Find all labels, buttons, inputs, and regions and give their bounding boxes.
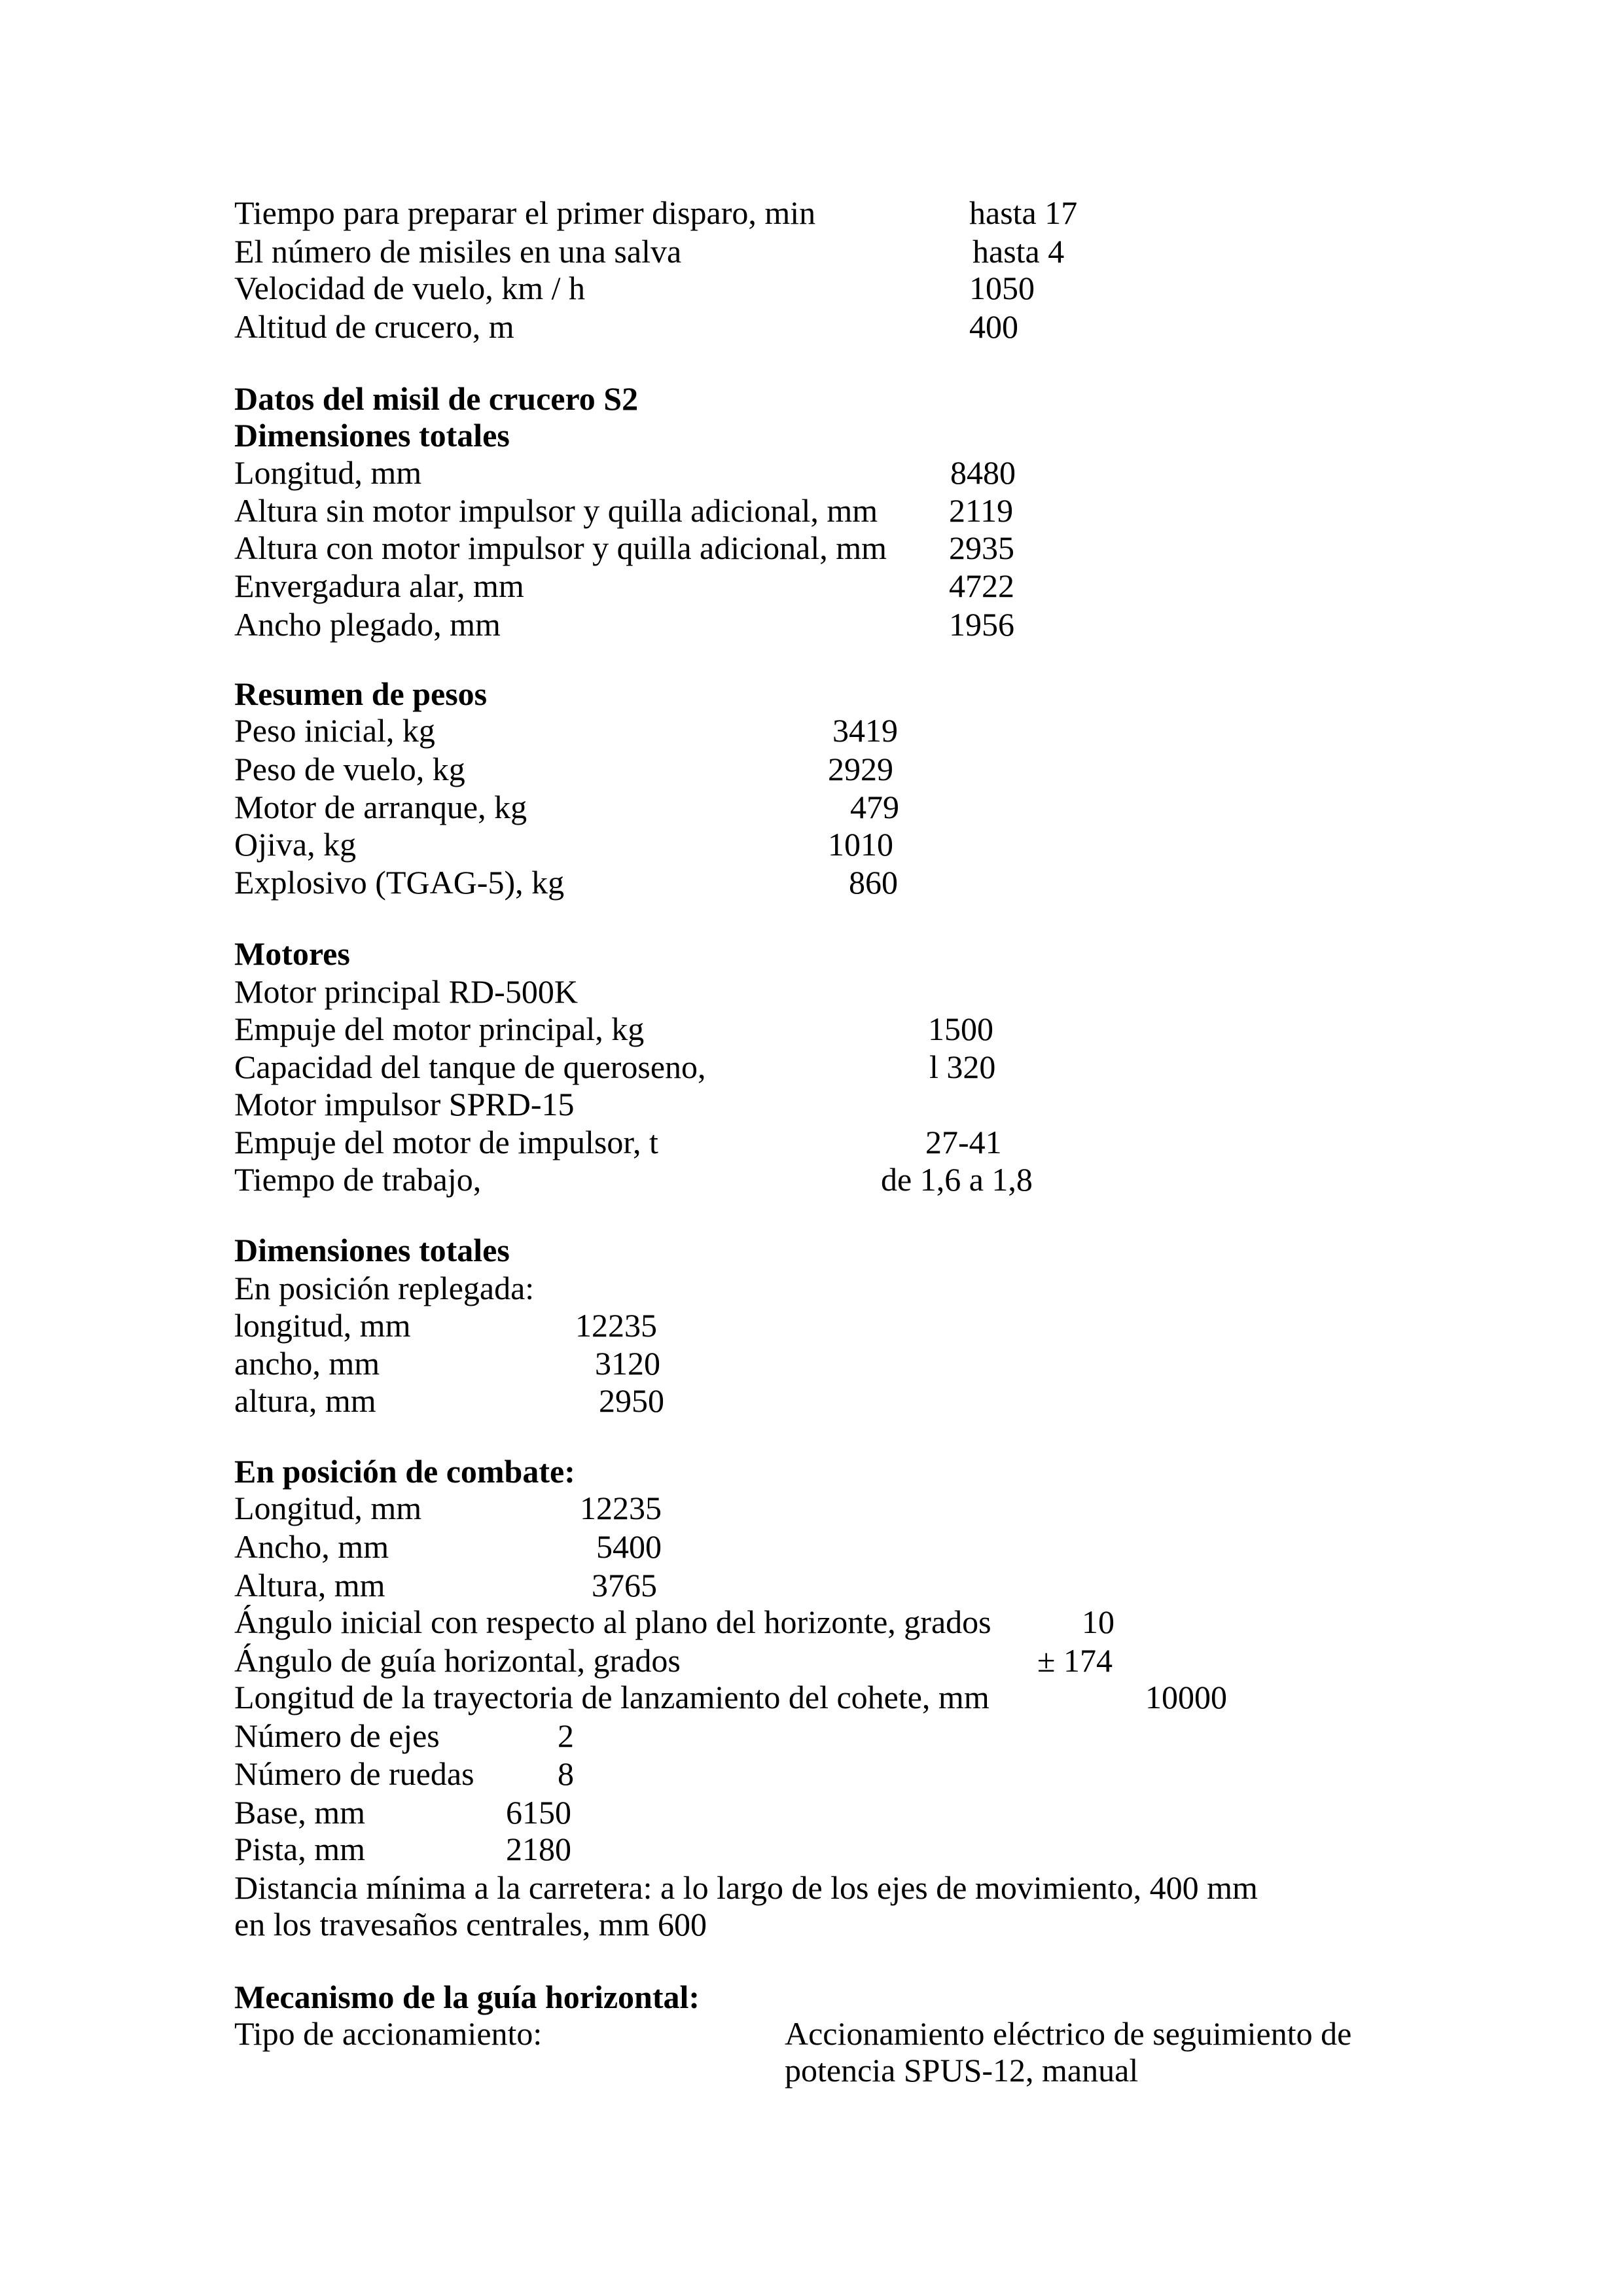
heading-text: Resumen de pesos <box>234 675 488 712</box>
spec-value: de 1,6 a 1,8 <box>881 1161 1033 1198</box>
spec-value: 27-41 <box>925 1124 1002 1160</box>
spec-label: ancho, mm <box>234 1345 380 1382</box>
spec-value: 10000 <box>1145 1679 1227 1715</box>
spec-value: 2119 <box>949 492 1014 529</box>
spec-row <box>0 307 1623 346</box>
spec-value: 2935 <box>949 529 1014 566</box>
spec-label: Tiempo para preparar el primer disparo, min <box>234 194 816 231</box>
spec-label: Velocidad de vuelo, km / h <box>234 270 585 306</box>
section-heading <box>0 1977 1623 2017</box>
spec-label: Altura con motor impulsor y quilla adicional, mm <box>234 529 887 566</box>
spec-value: hasta 17 <box>969 194 1078 231</box>
spec-row <box>0 1122 1623 1162</box>
spec-row <box>0 193 1623 232</box>
spec-value: 8480 <box>950 454 1016 491</box>
spec-label: Empuje del motor de impulsor, t <box>234 1124 658 1160</box>
spec-row <box>0 1829 1623 1869</box>
spec-row <box>0 1793 1623 1832</box>
spec-label: Altitud de crucero, m <box>234 308 514 345</box>
spec-row <box>0 825 1623 864</box>
spec-value: 12235 <box>575 1307 657 1344</box>
spec-row <box>0 232 1623 271</box>
spec-value: 1050 <box>969 270 1035 306</box>
spec-label: altura, mm <box>234 1382 376 1419</box>
spec-row <box>0 1047 1623 1086</box>
section-heading <box>0 379 1623 418</box>
spec-row <box>0 1677 1623 1717</box>
spec-label: Longitud, mm <box>234 454 422 491</box>
spec-label: Empuje del motor principal, kg <box>234 1011 645 1047</box>
spec-label: En posición replegada: <box>234 1270 535 1306</box>
spec-value: 8 <box>558 1755 574 1792</box>
spec-label: Peso inicial, kg <box>234 712 435 749</box>
spec-label: Número de ejes <box>234 1717 440 1754</box>
spec-value: 4722 <box>949 567 1014 604</box>
heading-text: Dimensiones totales <box>234 417 510 454</box>
spec-value: 2180 <box>506 1831 571 1867</box>
spec-row <box>0 2051 1623 2090</box>
spec-row <box>0 1381 1623 1420</box>
spec-row <box>0 1527 1623 1566</box>
spec-row <box>0 491 1623 530</box>
spec-value: ± 174 <box>1037 1642 1113 1679</box>
spec-label: Envergadura alar, mm <box>234 567 524 604</box>
spec-value: hasta 4 <box>972 233 1065 270</box>
spec-row <box>0 268 1623 308</box>
spec-label: Tipo de accionamiento: <box>234 2015 543 2052</box>
section-heading <box>0 674 1623 713</box>
spec-label: Altura sin motor impulsor y quilla adicional, mm <box>234 492 878 529</box>
spec-label: Explosivo (TGAG-5), kg <box>234 864 565 901</box>
spec-row <box>0 1905 1623 1944</box>
spec-label: Motor principal RD-500K <box>234 973 578 1010</box>
heading-text: Dimensiones totales <box>234 1232 510 1268</box>
spec-row <box>0 1009 1623 1049</box>
spec-label: Número de ruedas <box>234 1755 474 1792</box>
spec-value: 2929 <box>828 751 893 787</box>
spec-value: 1956 <box>949 606 1014 643</box>
spec-label: Base, mm <box>234 1794 365 1831</box>
spec-label: en los travesaños centrales, mm 600 <box>234 1906 707 1943</box>
spec-value: 3120 <box>595 1345 660 1382</box>
spec-row <box>0 1306 1623 1345</box>
spec-label: Tiempo de trabajo, <box>234 1161 482 1198</box>
spec-value: 6150 <box>506 1794 571 1831</box>
spec-label: Peso de vuelo, kg <box>234 751 465 787</box>
spec-row <box>0 1868 1623 1907</box>
section-heading <box>0 934 1623 973</box>
spec-row <box>0 787 1623 827</box>
spec-row <box>0 1641 1623 1680</box>
spec-label: Ángulo de guía horizontal, grados <box>234 1642 681 1679</box>
spec-value: Accionamiento eléctrico de seguimiento de <box>785 2015 1352 2052</box>
spec-label: Pista, mm <box>234 1831 366 1867</box>
spec-label: longitud, mm <box>234 1307 411 1344</box>
spec-value: 479 <box>850 789 899 825</box>
spec-row <box>0 972 1623 1011</box>
spec-value: 2 <box>558 1717 574 1754</box>
spec-value: potencia SPUS-12, manual <box>785 2052 1139 2089</box>
spec-label: Ojiva, kg <box>234 826 357 863</box>
spec-label: Ancho, mm <box>234 1528 389 1565</box>
spec-row <box>0 1268 1623 1308</box>
spec-value: 3765 <box>592 1567 657 1604</box>
spec-value: 5400 <box>596 1528 662 1565</box>
spec-label: Capacidad del tanque de queroseno, <box>234 1049 706 1085</box>
heading-text: Motores <box>234 935 350 972</box>
spec-value: 2950 <box>599 1382 664 1419</box>
spec-row <box>0 1085 1623 1124</box>
spec-label: Ángulo inicial con respecto al plano del horizonte, grados <box>234 1604 991 1640</box>
spec-row <box>0 566 1623 605</box>
spec-label: Ancho plegado, mm <box>234 606 501 643</box>
spec-label: Motor impulsor SPRD-15 <box>234 1086 575 1122</box>
spec-row <box>0 711 1623 750</box>
spec-row <box>0 1160 1623 1199</box>
heading-text: Mecanismo de la guía horizontal: <box>234 1979 700 2015</box>
spec-row <box>0 1754 1623 1793</box>
spec-label: Distancia mínima a la carretera: a lo largo de los ejes de movimiento, 400 mm <box>234 1869 1258 1906</box>
heading-text: En posición de combate: <box>234 1453 575 1490</box>
spec-value: 1500 <box>928 1011 993 1047</box>
spec-value: 3419 <box>832 712 898 749</box>
section-heading <box>0 1230 1623 1270</box>
spec-row <box>0 1344 1623 1383</box>
spec-label: Altura, mm <box>234 1567 385 1604</box>
spec-row <box>0 1566 1623 1605</box>
spec-row <box>0 2014 1623 2053</box>
spec-label: Longitud, mm <box>234 1490 422 1526</box>
spec-value: 860 <box>849 864 898 901</box>
spec-value: 400 <box>969 308 1018 345</box>
spec-value: 12235 <box>580 1490 662 1526</box>
spec-value: 1010 <box>828 826 893 863</box>
spec-label: Longitud de la trayectoria de lanzamiento del cohete, mm <box>234 1679 990 1715</box>
section-heading <box>0 416 1623 455</box>
spec-label: El número de misiles en una salva <box>234 233 682 270</box>
spec-value: l 320 <box>929 1049 996 1085</box>
spec-row <box>0 1602 1623 1641</box>
spec-row <box>0 863 1623 902</box>
section-heading <box>0 1452 1623 1491</box>
spec-value: 10 <box>1082 1604 1115 1640</box>
spec-row <box>0 1716 1623 1755</box>
spec-row <box>0 1488 1623 1528</box>
spec-row <box>0 528 1623 567</box>
spec-row <box>0 605 1623 644</box>
heading-text: Datos del misil de crucero S2 <box>234 380 639 417</box>
spec-row <box>0 453 1623 492</box>
spec-label: Motor de arranque, kg <box>234 789 527 825</box>
spec-row <box>0 749 1623 789</box>
